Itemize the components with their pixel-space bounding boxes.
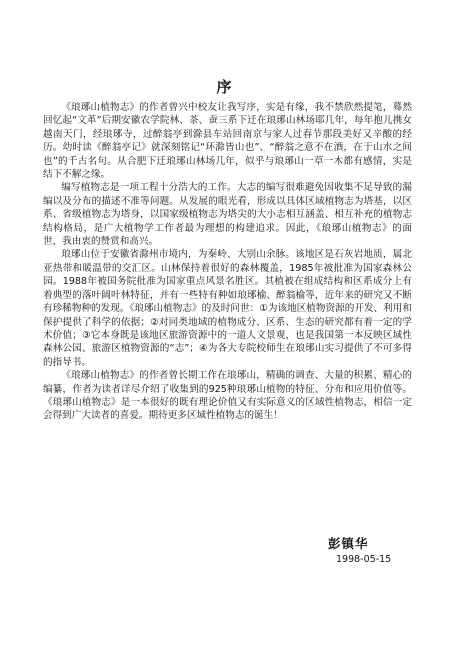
signature-date: 1998-05-15 xyxy=(336,554,392,565)
paragraph-2: 编写植物志是一项工程十分浩大的工作。大志的编写很难避免因收集不足导致的漏编以及分布的描述不准等问题。从发展的眼光看，形成以具体区域植物志为塔基，以区系、省级植物志为塔身，以国家级植物志为塔尖的大小志相互涵盖、相互补充的植物志结构格局，是广大植物学工作者最为理想的构建追求。因此，《琅琊山植物志》的面世，我由衷的赞赏和高兴。 xyxy=(43,182,412,248)
paragraph-1: 《琅琊山植物志》的作者曾兴中校友让我写序，实是有缘，我不禁欣然提笔，蓦然回忆起“文革”后期安徽农学院林、茶、蚕三系下迁在琅琊山林场耶几年，每年抱儿携女越南天门，经琅琊寺，过醉翁亭到滁县车站回南京与家人过春节那段美好又辛酸的经历。幼时读《醉翁亭记》就深刻铭记“环滁皆山也”、“醉翁之意不在酒，在于山水之间也”的千古名句。从合肥下迁琅琊山林场几年，似乎与琅琊山一草一木都有感情，实是结下不解之缘。 xyxy=(43,102,412,181)
author-signature: 彭镇华 xyxy=(328,536,369,551)
paragraph-4: 《琅琊山植物志》的作者曾长期工作在琅琊山，精确的调查、大量的积累、精心的编纂，作者为读者详尽介绍了收集到的925种琅琊山植物的特征、分布和应用价值等。《琅琊山植物志》是一本很好的既有理论价值又有实际意义的区域性植物志，相信一定会得到广大读者的喜爱。期待更多区域性植物志的诞生！ xyxy=(43,370,412,422)
preface-title: 序 xyxy=(216,78,234,96)
paragraph-3: 琅琊山位于安徽省滁州市境内，为秦岭、大别山余脉。该地区是石灰岩地质，属北亚热带和暖温带的交汇区。山林保持着很好的森林覆盖，1985年被批准为国家森林公园。1988年被国务院批准为国家重点风景名胜区。其植被在组成结构和区系成分上有着典型的落叶阔叶林特征，并有一些特有种如琅琊榆、醉翁榆等，近年来的研究又不断有珍稀物种的发现。《琅琊山植物志》的及时问世：①为该地区植物资源的开发、利用和保护提供了科学的依据；②对同类地域的植物成分、区系、生态的研究都有着一定的学术价值；③它本身既是该地区旅游资源中的一道人文景观，也是我国第一本反映区域性森林公园、旅游区植物资源的“志”；④为各大专院校师生在琅琊山实习提供了不可多得的指导书。 xyxy=(43,249,412,368)
preface-body xyxy=(43,101,412,423)
